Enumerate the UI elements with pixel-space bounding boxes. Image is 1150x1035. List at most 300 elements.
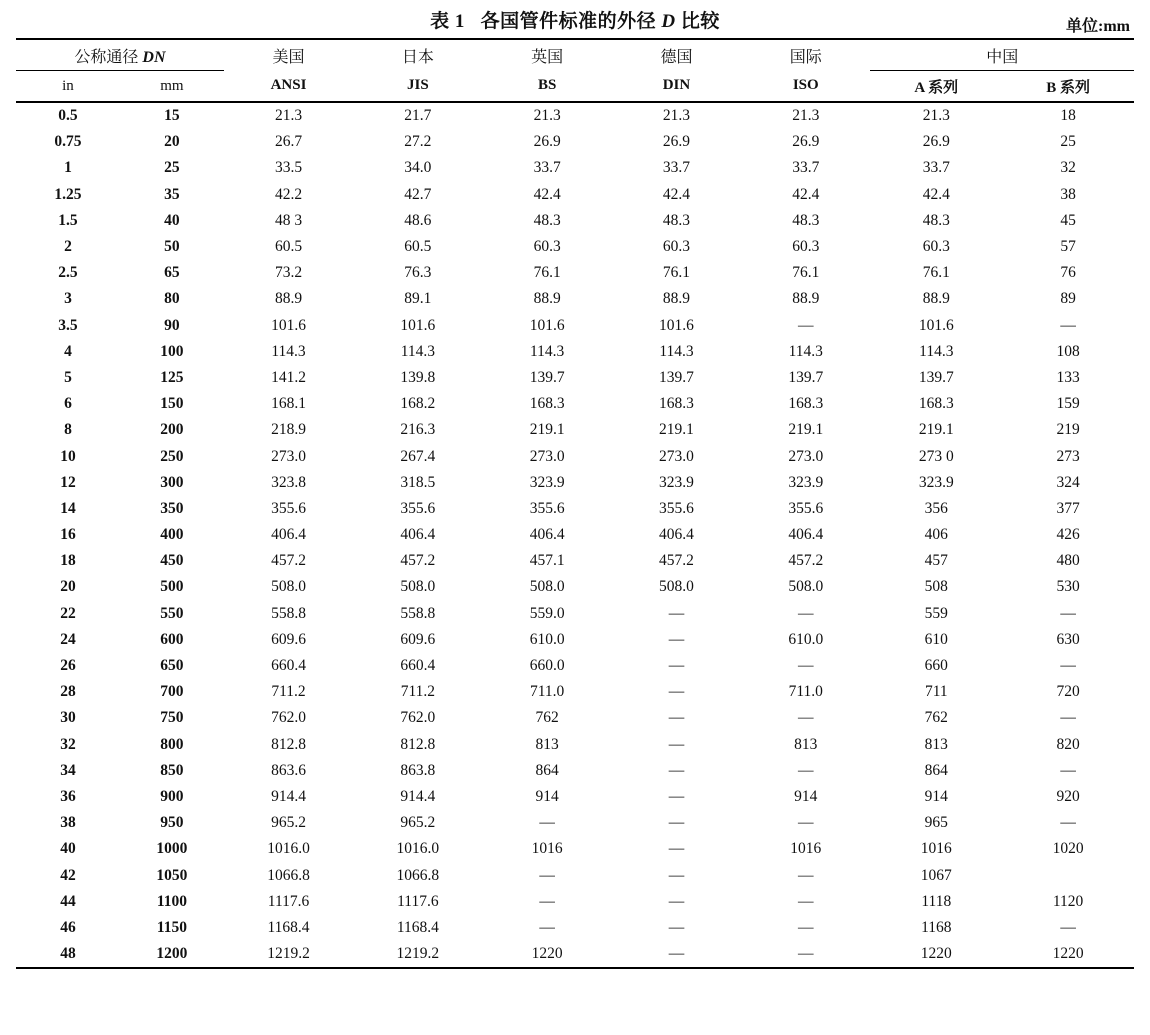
cell-in: 30 — [60, 709, 76, 727]
cell-iso: 508.0 — [788, 578, 824, 596]
cell-china-a: 168.3 — [918, 395, 954, 413]
table-row — [16, 889, 1134, 915]
cell-iso: — — [798, 604, 814, 622]
cell-mm: 15 — [164, 107, 180, 125]
cell-iso: — — [798, 945, 814, 963]
cell-china-b: 1220 — [1052, 945, 1084, 963]
cell-china-b: 18 — [1060, 107, 1076, 125]
cell-china-a: 1168 — [921, 918, 952, 936]
cell-mm: 550 — [160, 604, 184, 622]
cell-china-b: — — [1060, 316, 1076, 334]
cell-iso: — — [798, 316, 814, 334]
cell-din: — — [668, 918, 685, 936]
cell-iso: 21.3 — [792, 107, 820, 125]
cell-jis: 89.1 — [404, 290, 432, 308]
table-row — [16, 653, 1134, 679]
header-usa: 美国 — [272, 48, 305, 66]
cell-jis: 558.8 — [400, 604, 436, 622]
cell-bs: 355.6 — [529, 499, 565, 517]
cell-iso: 355.6 — [788, 499, 824, 517]
cell-china-b: 820 — [1056, 735, 1080, 753]
cell-china-b: 89 — [1060, 290, 1076, 308]
cell-china-a: 1067 — [920, 866, 952, 884]
cell-bs: 114.3 — [530, 342, 565, 360]
cell-in: 28 — [60, 683, 76, 701]
table-row — [16, 103, 1134, 129]
cell-mm: 25 — [164, 159, 180, 177]
cell-china-b: 159 — [1056, 395, 1080, 413]
cell-jis: 762.0 — [400, 709, 436, 727]
cell-in: 3.5 — [58, 316, 78, 334]
cell-iso: 406.4 — [788, 526, 824, 544]
table-row — [16, 627, 1134, 653]
cell-mm: 90 — [164, 316, 180, 334]
data-rows — [16, 103, 1134, 968]
cell-jis: 965.2 — [400, 814, 436, 832]
cell-bs: 559.0 — [529, 604, 565, 622]
cell-din: — — [668, 945, 685, 963]
cell-jis: 508.0 — [400, 578, 436, 596]
table-row — [16, 941, 1134, 968]
cell-din: 48.3 — [662, 211, 691, 229]
cell-china-a: 219.1 — [918, 421, 954, 439]
cell-china-b: — — [1060, 814, 1076, 832]
cell-in: 18 — [60, 552, 76, 570]
cell-din: 219.1 — [659, 421, 694, 439]
header-sub-jis: JIS — [407, 77, 429, 94]
cell-iso: — — [798, 814, 814, 832]
cell-mm: 1100 — [156, 892, 187, 910]
cell-iso: 711.0 — [788, 683, 823, 701]
header-sub-row — [16, 71, 1134, 103]
cell-china-a: 660 — [924, 657, 948, 675]
cell-ansi: 711.2 — [271, 683, 306, 701]
cell-china-b: 630 — [1056, 630, 1080, 648]
cell-ansi: 457.2 — [271, 552, 306, 570]
cell-iso: — — [798, 709, 814, 727]
cell-bs: 864 — [535, 761, 559, 779]
header-sub-ansi: ANSI — [270, 77, 307, 94]
cell-din: — — [668, 840, 685, 858]
cell-din: 76.1 — [662, 264, 691, 282]
table-row — [16, 915, 1134, 941]
cell-mm: 300 — [160, 473, 184, 491]
cell-mm: 350 — [160, 499, 184, 517]
cell-china-b: 720 — [1056, 683, 1080, 701]
header-dn-label: 公称通径 — [74, 48, 139, 66]
cell-bs: 48.3 — [533, 211, 561, 229]
cell-in: 46 — [60, 918, 76, 936]
cell-bs: 508.0 — [529, 578, 565, 596]
table-row — [16, 784, 1134, 810]
cell-din: — — [668, 657, 685, 675]
cell-jis: 168.2 — [400, 395, 436, 413]
cell-in: 40 — [60, 840, 76, 858]
cell-in: 22 — [60, 604, 76, 622]
cell-in: 24 — [60, 630, 76, 648]
cell-bs: 914 — [535, 787, 559, 805]
cell-china-a: 559 — [924, 604, 948, 622]
cell-mm: 700 — [160, 683, 184, 701]
cell-iso: — — [798, 761, 814, 779]
cell-china-a: 33.7 — [922, 159, 950, 177]
cell-bs: 33.7 — [533, 159, 561, 177]
cell-in: 26 — [60, 657, 76, 675]
cell-bs: — — [539, 918, 555, 936]
table-row — [16, 679, 1134, 705]
cell-mm: 50 — [164, 238, 180, 256]
cell-china-b: 38 — [1060, 185, 1076, 203]
cell-bs: 168.3 — [529, 395, 565, 413]
cell-ansi: 965.2 — [271, 814, 306, 832]
header-group-row — [16, 40, 1134, 71]
cell-ansi: 273.0 — [271, 447, 306, 465]
table-row — [16, 810, 1134, 836]
cell-bs: 42.4 — [533, 185, 561, 203]
cell-china-a: 114.3 — [919, 342, 954, 360]
cell-mm: 65 — [164, 264, 180, 282]
cell-in: 20 — [60, 578, 76, 596]
cell-mm: 80 — [164, 290, 180, 308]
pipe-standards-table — [16, 38, 1134, 969]
cell-china-a: 1220 — [920, 945, 952, 963]
cell-bs: 406.4 — [529, 526, 565, 544]
table-row — [16, 758, 1134, 784]
cell-jis: 76.3 — [404, 264, 432, 282]
title-row — [16, 8, 1134, 38]
cell-din: — — [668, 866, 685, 884]
cell-din: 355.6 — [659, 499, 694, 517]
cell-in: 0.75 — [54, 133, 82, 151]
table-body — [16, 39, 1134, 103]
cell-din: — — [668, 814, 685, 832]
cell-mm: 450 — [160, 552, 184, 570]
cell-mm: 800 — [160, 735, 184, 753]
header-sub-mm: mm — [160, 77, 184, 94]
cell-ansi: 218.9 — [271, 421, 306, 439]
cell-bs: 323.9 — [529, 473, 565, 491]
cell-china-b: — — [1060, 761, 1076, 779]
cell-in: 2.5 — [58, 264, 78, 282]
cell-ansi: 88.9 — [274, 290, 303, 308]
table-row — [16, 182, 1134, 208]
cell-bs: — — [539, 814, 555, 832]
cell-china-b: — — [1060, 709, 1076, 727]
cell-mm: 950 — [160, 814, 184, 832]
cell-china-a: 48.3 — [922, 211, 950, 229]
cell-bs: 660.0 — [529, 657, 565, 675]
cell-ansi: 73.2 — [274, 264, 303, 282]
table-row — [16, 208, 1134, 234]
cell-din: — — [668, 604, 685, 622]
cell-china-a: 864 — [924, 761, 948, 779]
cell-china-b: 108 — [1056, 342, 1080, 360]
cell-bs: 1220 — [531, 945, 563, 963]
cell-in: 36 — [60, 787, 76, 805]
cell-jis: 914.4 — [400, 787, 436, 805]
cell-china-b: 32 — [1060, 159, 1076, 177]
cell-ansi: 355.6 — [271, 499, 306, 517]
cell-jis: 863.8 — [400, 761, 436, 779]
cell-iso: — — [798, 918, 814, 936]
header-sub-in: in — [62, 77, 74, 94]
cell-jis: 406.4 — [400, 526, 436, 544]
cell-ansi: 114.3 — [271, 342, 306, 360]
cell-china-b: 57 — [1060, 238, 1076, 256]
cell-mm: 125 — [160, 368, 184, 386]
cell-mm: 100 — [160, 342, 184, 360]
cell-china-a: 508 — [924, 578, 948, 596]
cell-china-a: 457 — [924, 552, 948, 570]
cell-din: 273.0 — [659, 447, 694, 465]
header-international: 国际 — [789, 48, 822, 66]
cell-mm: 400 — [160, 526, 184, 544]
cell-jis: 355.6 — [400, 499, 436, 517]
cell-iso: 88.9 — [792, 290, 820, 308]
cell-china-a: 21.3 — [922, 107, 950, 125]
cell-in: 1.25 — [54, 185, 82, 203]
cell-jis: 42.7 — [404, 185, 432, 203]
cell-ansi: 21.3 — [274, 107, 303, 125]
cell-jis: 21.7 — [404, 107, 432, 125]
cell-ansi: 1219.2 — [267, 945, 310, 963]
cell-din: 21.3 — [662, 107, 691, 125]
cell-din: 33.7 — [662, 159, 691, 177]
cell-china-b: 219 — [1056, 421, 1080, 439]
cell-iso: 610.0 — [788, 630, 824, 648]
cell-in: 8 — [64, 421, 72, 439]
table-row — [16, 313, 1134, 339]
cell-din: 508.0 — [659, 578, 694, 596]
cell-jis: 34.0 — [404, 159, 432, 177]
cell-jis: 60.5 — [404, 238, 432, 256]
cell-ansi: 1168.4 — [267, 918, 310, 936]
cell-din: 42.4 — [662, 185, 691, 203]
cell-mm: 850 — [160, 761, 184, 779]
cell-din: 168.3 — [659, 395, 694, 413]
table-row — [16, 836, 1134, 862]
cell-china-a: 813 — [924, 735, 948, 753]
cell-ansi: 914.4 — [271, 787, 306, 805]
header-dn — [16, 40, 224, 71]
header-germany: 德国 — [660, 48, 693, 66]
cell-mm: 750 — [160, 709, 184, 727]
cell-din: — — [668, 761, 685, 779]
cell-china-a: 101.6 — [918, 316, 954, 334]
table-row — [16, 496, 1134, 522]
cell-ansi: 762.0 — [271, 709, 306, 727]
cell-jis: 1016.0 — [396, 840, 440, 858]
cell-china-a: 88.9 — [922, 290, 950, 308]
cell-ansi: 558.8 — [271, 604, 306, 622]
cell-din: 26.9 — [662, 133, 691, 151]
cell-china-b: 426 — [1056, 526, 1080, 544]
cell-bs: — — [539, 892, 555, 910]
cell-iso: — — [798, 866, 814, 884]
cell-china-a: 356 — [924, 499, 948, 517]
cell-ansi: 168.1 — [271, 395, 306, 413]
table-row — [16, 234, 1134, 260]
cell-china-a: 60.3 — [922, 238, 950, 256]
title-prefix: 表 1 — [430, 11, 465, 32]
cell-ansi: 812.8 — [271, 735, 306, 753]
cell-jis: 27.2 — [404, 133, 432, 151]
cell-mm: 500 — [160, 578, 184, 596]
header-sub-bs: BS — [537, 77, 557, 94]
cell-in: 14 — [60, 499, 76, 517]
cell-iso: — — [798, 892, 814, 910]
cell-mm: 600 — [160, 630, 184, 648]
cell-bs: 101.6 — [529, 316, 565, 334]
cell-iso: 1016 — [790, 840, 822, 858]
cell-mm: 1000 — [156, 840, 188, 858]
cell-jis: 216.3 — [400, 421, 436, 439]
cell-bs: 813 — [535, 735, 559, 753]
cell-ansi: 508.0 — [271, 578, 306, 596]
cell-din: 60.3 — [662, 238, 691, 256]
cell-ansi: 141.2 — [271, 368, 306, 386]
cell-din: 139.7 — [659, 368, 694, 386]
cell-ansi: 33.5 — [274, 159, 303, 177]
cell-china-b: 377 — [1056, 499, 1080, 517]
header-china: 中国 — [870, 40, 1134, 71]
cell-jis: 1066.8 — [396, 866, 440, 884]
cell-mm: 200 — [160, 421, 184, 439]
cell-china-a: 406 — [924, 526, 948, 544]
table-row — [16, 574, 1134, 600]
cell-bs: 273.0 — [529, 447, 565, 465]
table-row — [16, 286, 1134, 312]
table-row — [16, 443, 1134, 469]
table-row — [16, 339, 1134, 365]
cell-iso: 273.0 — [788, 447, 824, 465]
cell-in: 4 — [64, 342, 72, 360]
cell-iso: — — [798, 657, 814, 675]
cell-ansi: 48 3 — [274, 211, 303, 229]
table-row — [16, 129, 1134, 155]
cell-in: 44 — [60, 892, 76, 910]
cell-mm: 40 — [164, 211, 180, 229]
cell-in: 1.5 — [58, 211, 78, 229]
cell-din: — — [668, 709, 685, 727]
cell-ansi: 660.4 — [271, 657, 306, 675]
cell-china-a: 965 — [924, 814, 948, 832]
cell-din: 457.2 — [659, 552, 694, 570]
cell-ansi: 42.2 — [274, 185, 303, 203]
table-row — [16, 862, 1134, 888]
cell-bs: 88.9 — [533, 290, 561, 308]
cell-din: 323.9 — [659, 473, 694, 491]
cell-in: 0.5 — [58, 107, 78, 125]
page-title — [16, 8, 1134, 36]
header-sub-china-b: B 系列 — [1046, 79, 1090, 96]
cell-mm: 150 — [160, 395, 184, 413]
cell-china-a: 273 0 — [918, 447, 954, 465]
cell-china-a: 26.9 — [922, 133, 950, 151]
cell-ansi: 1066.8 — [267, 866, 310, 884]
cell-in: 1 — [64, 159, 72, 177]
cell-bs: 219.1 — [529, 421, 565, 439]
cell-din: 88.9 — [662, 290, 691, 308]
cell-iso: 76.1 — [792, 264, 820, 282]
cell-bs: 711.0 — [530, 683, 565, 701]
header-dn-symbol: DN — [142, 48, 166, 66]
cell-jis: 1168.4 — [396, 918, 439, 936]
cell-china-b: 1120 — [1052, 892, 1084, 910]
cell-jis: 711.2 — [400, 683, 435, 701]
cell-ansi: 1016.0 — [267, 840, 310, 858]
cell-in: 5 — [64, 368, 72, 386]
cell-china-b: 1020 — [1052, 840, 1084, 858]
cell-china-b: 25 — [1060, 133, 1076, 151]
header-sub-china-a: A 系列 — [914, 79, 959, 96]
cell-china-a: 762 — [924, 709, 948, 727]
cell-in: 48 — [60, 945, 76, 963]
cell-china-b: 133 — [1056, 368, 1080, 386]
cell-in: 12 — [60, 473, 76, 491]
cell-din: — — [668, 735, 685, 753]
cell-din: — — [668, 683, 685, 701]
cell-in: 2 — [64, 238, 72, 256]
cell-iso: 42.4 — [792, 185, 820, 203]
cell-china-a: 323.9 — [918, 473, 954, 491]
cell-china-b — [1002, 862, 1134, 888]
cell-ansi: 60.5 — [274, 238, 303, 256]
header-sub-din: DIN — [662, 77, 691, 94]
cell-china-b: — — [1060, 657, 1076, 675]
cell-bs: 76.1 — [533, 264, 561, 282]
cell-mm: 1150 — [156, 918, 187, 936]
cell-in: 32 — [60, 735, 76, 753]
cell-din: — — [668, 630, 685, 648]
cell-china-b: 76 — [1060, 264, 1076, 282]
cell-ansi: 863.6 — [271, 761, 306, 779]
cell-mm: 1050 — [156, 866, 188, 884]
cell-jis: 1117.6 — [397, 892, 439, 910]
table-row — [16, 417, 1134, 443]
cell-iso: 33.7 — [792, 159, 820, 177]
cell-jis: 267.4 — [400, 447, 436, 465]
cell-china-b: — — [1060, 918, 1076, 936]
cell-jis: 1219.2 — [396, 945, 440, 963]
cell-china-a: 139.7 — [918, 368, 954, 386]
cell-bs: 21.3 — [533, 107, 561, 125]
cell-ansi: 609.6 — [271, 630, 306, 648]
cell-jis: 114.3 — [400, 342, 435, 360]
cell-in: 3 — [64, 290, 72, 308]
table-row — [16, 705, 1134, 731]
cell-bs: 1016 — [531, 840, 563, 858]
table-row — [16, 522, 1134, 548]
cell-china-b: 324 — [1056, 473, 1080, 491]
header-uk: 英国 — [531, 48, 564, 66]
cell-china-a: 1016 — [920, 840, 952, 858]
cell-china-b: 45 — [1060, 211, 1076, 229]
table-row — [16, 155, 1134, 181]
cell-iso: 914 — [794, 787, 818, 805]
cell-din: — — [668, 787, 685, 805]
cell-bs: 457.1 — [529, 552, 565, 570]
cell-china-a: 1118 — [921, 892, 952, 910]
cell-mm: 1200 — [156, 945, 188, 963]
cell-china-a: 76.1 — [922, 264, 950, 282]
cell-jis: 812.8 — [400, 735, 436, 753]
header-japan: 日本 — [401, 48, 434, 66]
cell-mm: 900 — [160, 787, 184, 805]
table-row — [16, 260, 1134, 286]
cell-din: 114.3 — [659, 342, 694, 360]
cell-jis: 139.8 — [400, 368, 436, 386]
